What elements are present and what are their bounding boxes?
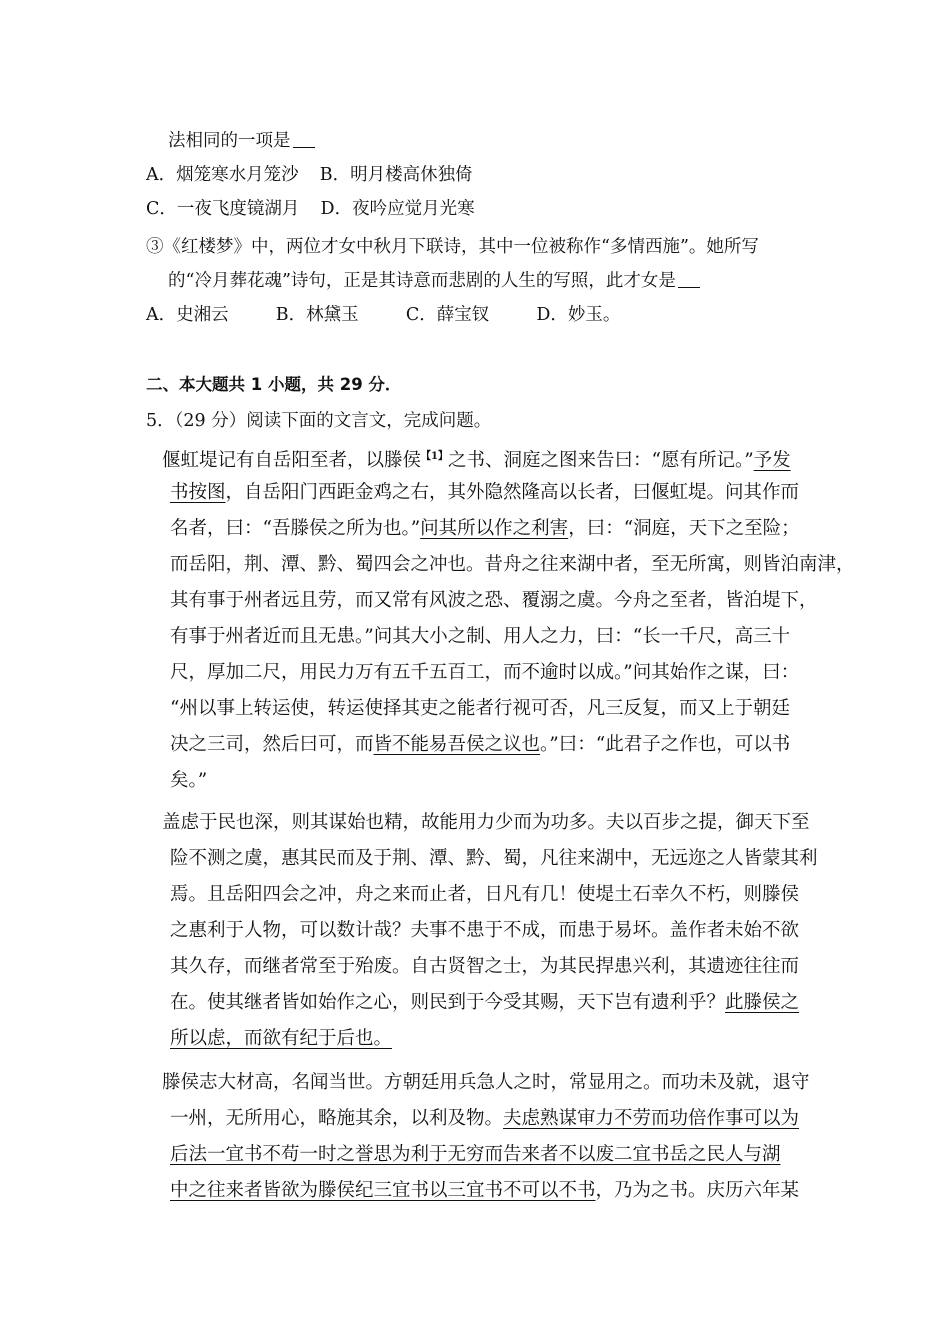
text-span: 偃虹堤记有自岳阳至者，以滕侯 [162, 450, 422, 471]
p3-line-4 [170, 1180, 799, 1202]
p1-line-7: 尺，厚加二尺，用民力万有五千五百工，而不逾时以成。”问其始作之谋，曰： [170, 662, 800, 683]
p1-line-9 [170, 734, 790, 756]
underlined-text: 此滕侯之 [725, 992, 800, 1013]
underlined-text: 夫虑熟谋审力不劳而功倍作事可以为 [503, 1108, 800, 1129]
underlined-text: 问其所以作之利害 [420, 518, 569, 539]
p2-line-5: 其久存，而继者常至于殆废。自古贤智之士，为其民捍患兴利，其遗迹往往而 [170, 956, 800, 977]
q3-option-b[interactable]: B．林黛玉 [275, 305, 359, 325]
p2-line-6 [170, 992, 799, 1014]
q3-option-c[interactable]: C．薛宝钗 [405, 305, 490, 325]
p1-line-4: 而岳阳，荆、潭、黔、蜀四会之冲也。昔舟之往来湖中者，至无所寓，则皆泊南津， [170, 554, 855, 575]
text-span: 在。使其继者皆如始作之心，则民到于今受其赐，天下岂有遗利乎？ [170, 992, 726, 1013]
text-span: ，自岳阳门西距金鸡之右，其外隐然隆高以长者，曰偃虹堤。问其作而 [225, 482, 800, 503]
p2-line-4: 之惠利于人物，可以数计哉？夫事不患于不成，而患于易坏。盖作者未始不欲 [170, 920, 800, 941]
option-row-cd [146, 198, 475, 220]
text-span: 一州，无所用心，略施其余，以利及物。 [170, 1108, 504, 1129]
q3-options [146, 304, 620, 326]
p1-line-6: 有事于州者近而且无患。”问其大小之制、用人之力，曰：“长一千尺，高三十 [170, 626, 791, 647]
underlined-text: 后法一宜书不苟一时之誉思为利于无穷而告来者不以废二宜书岳之民人与湖 [170, 1144, 781, 1165]
text-span: ，乃为之书。庆历六年某 [595, 1180, 800, 1201]
q3-option-d[interactable]: D．妙玉。 [536, 305, 621, 325]
p2-line-7 [170, 1028, 392, 1050]
p1-line-10: 矣。” [170, 770, 208, 791]
q3-option-a[interactable]: A．史湘云 [146, 305, 229, 325]
p1-line-8: “州以事上转运使，转运使择其吏之能者行视可否，凡三反复，而又上于朝廷 [170, 698, 790, 719]
footnote-marker[interactable]: 【1】 [421, 451, 448, 462]
text-span: 。”曰：“此君子之作也，可以书 [540, 734, 791, 755]
p1-line-2 [170, 482, 799, 504]
q3-line-1: ③《红楼梦》中，两位才女中秋月下联诗，其中一位被称作“多情西施”。她所写 [146, 237, 759, 257]
q3-text: 的“冷月葬花魂”诗句，正是其诗意而悲剧的人生的写照，此才女是 [168, 271, 676, 291]
q3-line-2 [168, 270, 700, 292]
answer-blank[interactable] [678, 271, 700, 288]
stem-text: 法相同的一项是 [168, 131, 291, 151]
p2-line-1: 盖虑于民也深，则其谋始也精，故能用力少而为功多。夫以百步之提，御天下至 [162, 812, 810, 833]
option-row-ab [146, 164, 473, 186]
p1-line-1 [162, 446, 791, 472]
underlined-text: 所以虑，而欲有纪于后也。 [170, 1028, 393, 1049]
option-d[interactable]: D．夜吟应觉月光寒 [320, 199, 475, 219]
answer-blank[interactable] [293, 131, 315, 148]
text-span: 之书、洞庭之图来告曰：“愿有所记。” [447, 450, 754, 471]
text-span: ，曰：“洞庭，天下之至险； [568, 518, 800, 539]
p3-line-3 [170, 1144, 781, 1166]
underlined-text: 书按图 [170, 482, 226, 503]
p2-line-2: 险不测之虞，惠其民而及于荆、潭、黔、蜀，凡往来湖中，无远迩之人皆蒙其利 [170, 848, 818, 869]
p2-line-3: 焉。且岳阳四会之冲，舟之来而止者，日凡有几！使堤土石幸久不朽，则滕侯 [170, 884, 800, 905]
underlined-text: 皆不能易吾侯之议也 [373, 734, 541, 755]
option-a[interactable]: A．烟笼寒水月笼沙 [146, 165, 299, 185]
p1-line-3 [170, 518, 800, 540]
section-heading: 二、本大题共 1 小题，共 29 分． [146, 375, 402, 394]
question-stem-end [168, 130, 315, 152]
p3-line-1: 滕侯志大材高，名闻当世。方朝廷用兵急人之时，常显用之。而功未及就，退守 [162, 1072, 810, 1093]
q5-stem: 5．（29 分）阅读下面的文言文，完成问题。 [146, 411, 492, 431]
option-c[interactable]: C．一夜飞度镜湖月 [146, 199, 300, 219]
p3-line-2 [170, 1108, 799, 1130]
option-b[interactable]: B．明月楼高休独倚 [319, 165, 473, 185]
text-span: 决之三司，然后曰可，而 [170, 734, 374, 755]
underlined-text: 中之往来者皆欲为滕侯纪三宜书以三宜书不可以不书 [170, 1180, 596, 1201]
text-span: 名者，曰：“吾滕侯之所为也。” [170, 518, 421, 539]
underlined-text: 予发 [753, 450, 791, 471]
p1-line-5: 其有事于州者远且劳，而又常有风波之恐、覆溺之虞。今舟之至者，皆泊堤下， [170, 590, 818, 611]
